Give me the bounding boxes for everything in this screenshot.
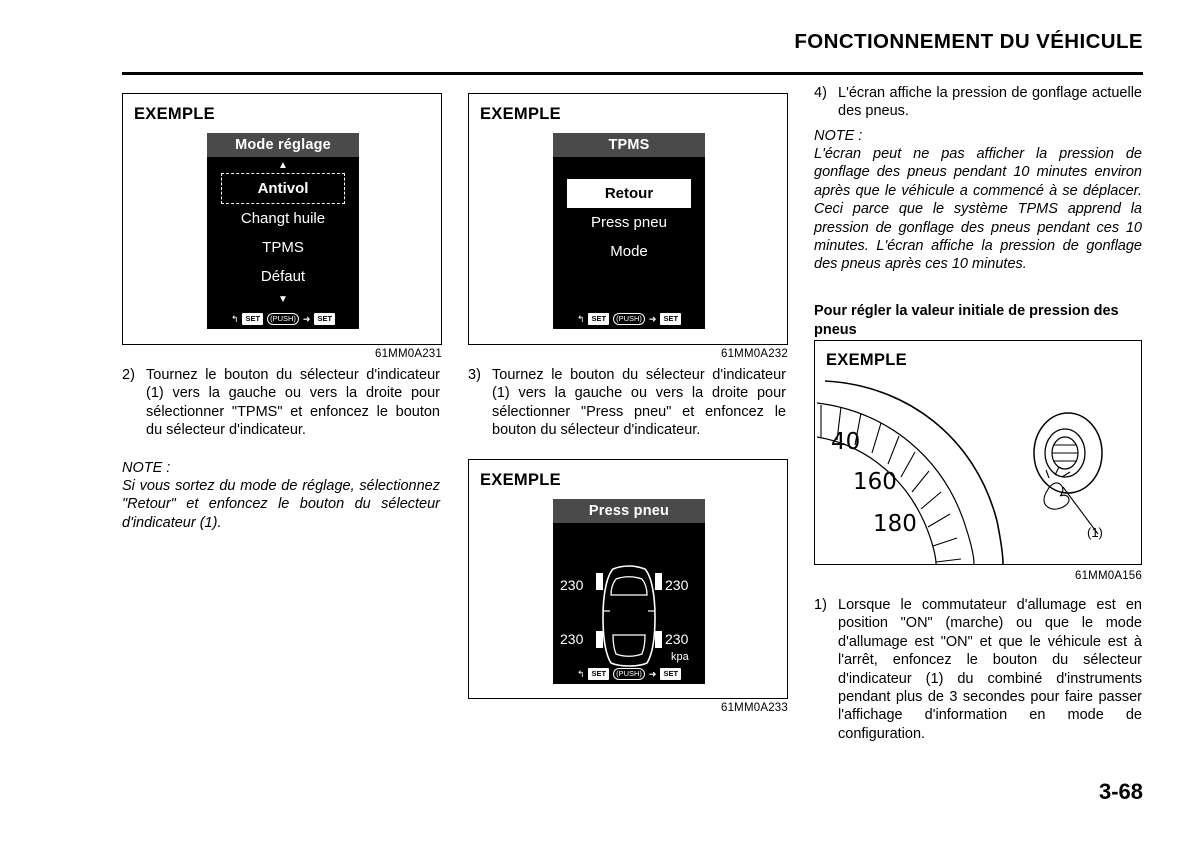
push-key-icon: (PUSH): [267, 313, 299, 325]
note-3-label: NOTE :: [814, 128, 863, 144]
lcd-title-press-pneu: Press pneu: [553, 499, 705, 523]
lcd-menu-item-defaut[interactable]: Défaut: [260, 268, 306, 285]
lcd-title-mode-reglage: Mode réglage: [207, 133, 359, 157]
example-label-2: EXEMPLE: [480, 105, 561, 123]
tire-pressure-diagram: [553, 499, 705, 684]
pressure-front-left: 230: [560, 577, 584, 593]
gauge-number-160: 160: [853, 469, 897, 495]
lcd-footer-hints-1: [207, 313, 359, 325]
gauge-number-40: 40: [831, 429, 861, 455]
step-1-number: 1): [814, 597, 827, 613]
lcd-menu-item-changt-huile[interactable]: Changt huile: [240, 210, 326, 227]
step-3-text: Tournez le bouton du sélecteur d'indicateur (1) vers la gauche ou vers la droite pour sélectionner "Press pneu" et enfoncez le bouton du sélecteur d'indicateur.: [492, 367, 786, 439]
example-box-mode-reglage: [122, 93, 442, 345]
push-key-icon-3: (PUSH): [613, 668, 645, 680]
gauge-number-180: 180: [873, 511, 917, 537]
scroll-down-arrow-icon: ▼: [278, 294, 288, 305]
rotate-left-icon-2: ↰: [576, 313, 585, 324]
page-number: 3-68: [1098, 779, 1143, 804]
figure-code-4: 61MM0A156: [1074, 570, 1142, 582]
pressure-unit-label: kpa: [671, 651, 689, 663]
note-1-label: NOTE :: [122, 460, 171, 476]
step-1-paragraph: [814, 596, 1142, 743]
example-label-1: EXEMPLE: [134, 105, 215, 123]
right-arrow-icon-2: ➜: [648, 313, 657, 324]
set-key-icon-3a: SET: [588, 668, 609, 680]
note-1-text: Si vous sortez du mode de réglage, sélectionnez "Retour" et enfoncez le bouton du sélecteur d'indicateur (1).: [122, 478, 440, 531]
lcd-menu-item-mode[interactable]: Mode: [610, 243, 648, 260]
note-3-label-wrap: [814, 127, 1142, 145]
lcd-menu-item-retour[interactable]: Retour: [567, 179, 691, 208]
step-3-paragraph: [468, 366, 786, 440]
callout-label-1: (1): [1087, 525, 1103, 540]
header-divider: [122, 72, 1143, 75]
right-arrow-icon-3: ➜: [648, 668, 657, 679]
pressure-rear-left: 230: [560, 631, 584, 647]
step-2-text: Tournez le bouton du sélecteur d'indicateur (1) vers la gauche ou vers la droite pour sélectionner "TPMS" et enfoncez le bouton du sélecteur d'indicateur.: [146, 367, 440, 439]
rotate-left-icon-3: ↰: [576, 668, 585, 679]
step-3-number: 3): [468, 367, 481, 383]
step-4-paragraph: [814, 84, 1142, 121]
set-key-icon-2b: SET: [660, 313, 681, 325]
step-2-paragraph: [122, 366, 440, 440]
lcd-footer-hints-2: [553, 313, 705, 325]
set-key-icon-a: SET: [242, 313, 263, 325]
figure-code-3: 61MM0A233: [720, 702, 788, 714]
example-box-gauge: [814, 340, 1142, 565]
figure-code-2: 61MM0A232: [720, 348, 788, 360]
lcd-screen-press-pneu: [553, 499, 705, 684]
step-4-number: 4): [814, 85, 827, 101]
scroll-up-arrow-icon: ▲: [278, 160, 288, 171]
example-box-tpms: [468, 93, 788, 345]
page-header-title: FONCTIONNEMENT DU VÉHICULE: [794, 30, 1143, 53]
note-1-label-wrap: [122, 459, 440, 477]
rotate-left-icon: ↰: [230, 313, 239, 324]
note-3-text: L'écran peut ne pas afficher la pression de gonflage des pneus pendant 10 minutes environ après que le véhicule a commencé à se déplacer. Ceci parce que le système TPMS apprend la pression de gonflage des pneus pendant ces 10 minutes. L'écran affiche la pression de gonflage des pneus après ces 10 minutes.: [814, 146, 1142, 273]
example-box-press-pneu: [468, 459, 788, 699]
right-arrow-icon: ➜: [302, 313, 311, 324]
example-label-3: EXEMPLE: [480, 471, 561, 489]
lcd-title-tpms: TPMS: [553, 133, 705, 157]
lcd-screen-mode-reglage: [207, 133, 359, 329]
step-4-text: L'écran affiche la pression de gonflage actuelle des pneus.: [838, 85, 1142, 120]
set-key-icon-b: SET: [314, 313, 335, 325]
lcd-menu-item-antivol[interactable]: Antivol: [221, 173, 345, 204]
lcd-footer-hints-3: [553, 668, 705, 680]
lcd-menu-item-press-pneu[interactable]: Press pneu: [591, 214, 667, 231]
set-key-icon-2a: SET: [588, 313, 609, 325]
set-key-icon-3b: SET: [660, 668, 681, 680]
pressure-rear-right: 230: [665, 631, 689, 647]
lcd-menu-item-tpms[interactable]: TPMS: [262, 239, 304, 256]
figure-code-1: 61MM0A231: [374, 348, 442, 360]
step-1-text: Lorsque le commutateur d'allumage est en position "ON" (marche) ou que le mode d'allumage est "ON" et que le véhicule est à l'arrêt, enfoncez le bouton du sélecteur d'indicateur (1) du combiné d'instruments pendant plus de 3 secondes pour faire passer l'affichage d'information en mode de configuration.: [838, 597, 1142, 742]
pressure-front-right: 230: [665, 577, 689, 593]
step-2-number: 2): [122, 367, 135, 383]
subsection-heading: Pour régler la valeur initiale de pression des pneus: [814, 303, 1119, 338]
push-key-icon-2: (PUSH): [613, 313, 645, 325]
example-label-4: EXEMPLE: [826, 351, 907, 369]
lcd-screen-tpms: [553, 133, 705, 329]
